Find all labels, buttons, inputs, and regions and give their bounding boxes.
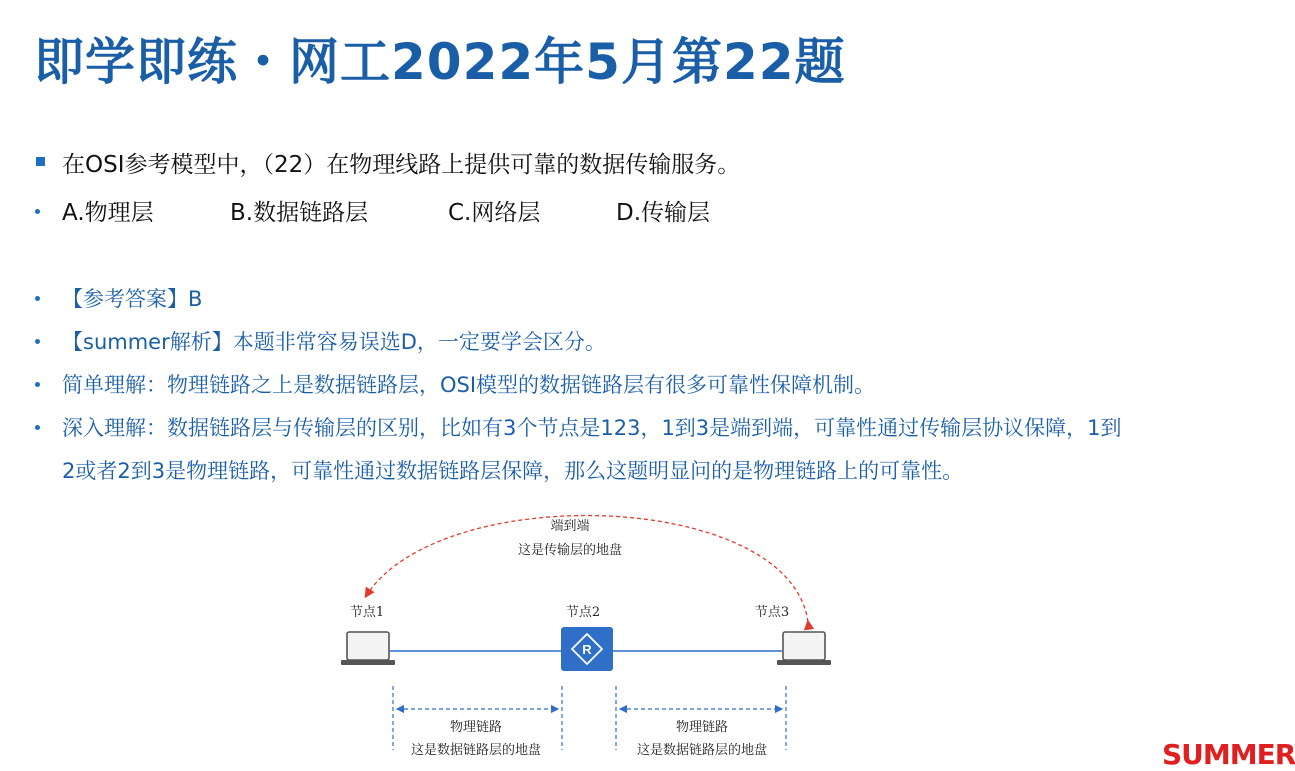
option-d: D.传输层 [616, 200, 711, 226]
deep-understanding-line: 深入理解：数据链路层与传输层的区别，比如有3个节点是123，1到3是端到端，可靠性通过传输层协议保障，1到 [62, 416, 1122, 440]
node1-label: 节点1 [349, 605, 385, 620]
dot-bullet-icon [35, 425, 40, 430]
dot-bullet-icon [35, 296, 40, 301]
dot-bullet-icon [35, 209, 40, 214]
brand-logo: SUMMER [1162, 738, 1295, 771]
question-text: 在OSI参考模型中，（22）在物理线路上提供可靠的数据传输服务。 [62, 152, 741, 178]
link1-note: 这是数据链路层的地盘 [410, 743, 542, 758]
node3-label: 节点3 [754, 605, 790, 620]
dot-bullet-icon [35, 339, 40, 344]
node2-label: 节点2 [565, 605, 601, 620]
dot-bullet-icon [35, 382, 40, 387]
deep-understanding-line-2: 2或者2到3是物理链路，可靠性通过数据链路层保障，那么这题明显问的是物理链路上的可靠性。 [62, 459, 964, 483]
end-to-end-note: 这是传输层的地盘 [517, 543, 623, 558]
laptop-icon [341, 632, 395, 665]
link1-label: 物理链路 [449, 720, 503, 735]
simple-understanding-line: 简单理解：物理链路之上是数据链路层，OSI模型的数据链路层有很多可靠性保障机制。 [62, 373, 876, 397]
link2-note: 这是数据链路层的地盘 [636, 743, 768, 758]
option-a: A.物理层 [62, 200, 154, 226]
link2-label: 物理链路 [675, 720, 729, 735]
end-to-end-label: 端到端 [550, 519, 590, 534]
square-bullet-icon [36, 157, 45, 166]
network-diagram [320, 500, 880, 758]
router-icon [561, 627, 613, 671]
option-c: C.网络层 [448, 200, 541, 226]
answer-line: 【参考答案】B [62, 287, 203, 311]
svg-text:R: R [582, 642, 592, 657]
laptop-icon [777, 632, 831, 665]
option-b: B.数据链路层 [230, 200, 369, 226]
analysis-line: 【summer解析】本题非常容易误选D，一定要学会区分。 [62, 330, 606, 354]
slide-title: 即学即练・网工2022年5月第22题 [34, 33, 846, 91]
